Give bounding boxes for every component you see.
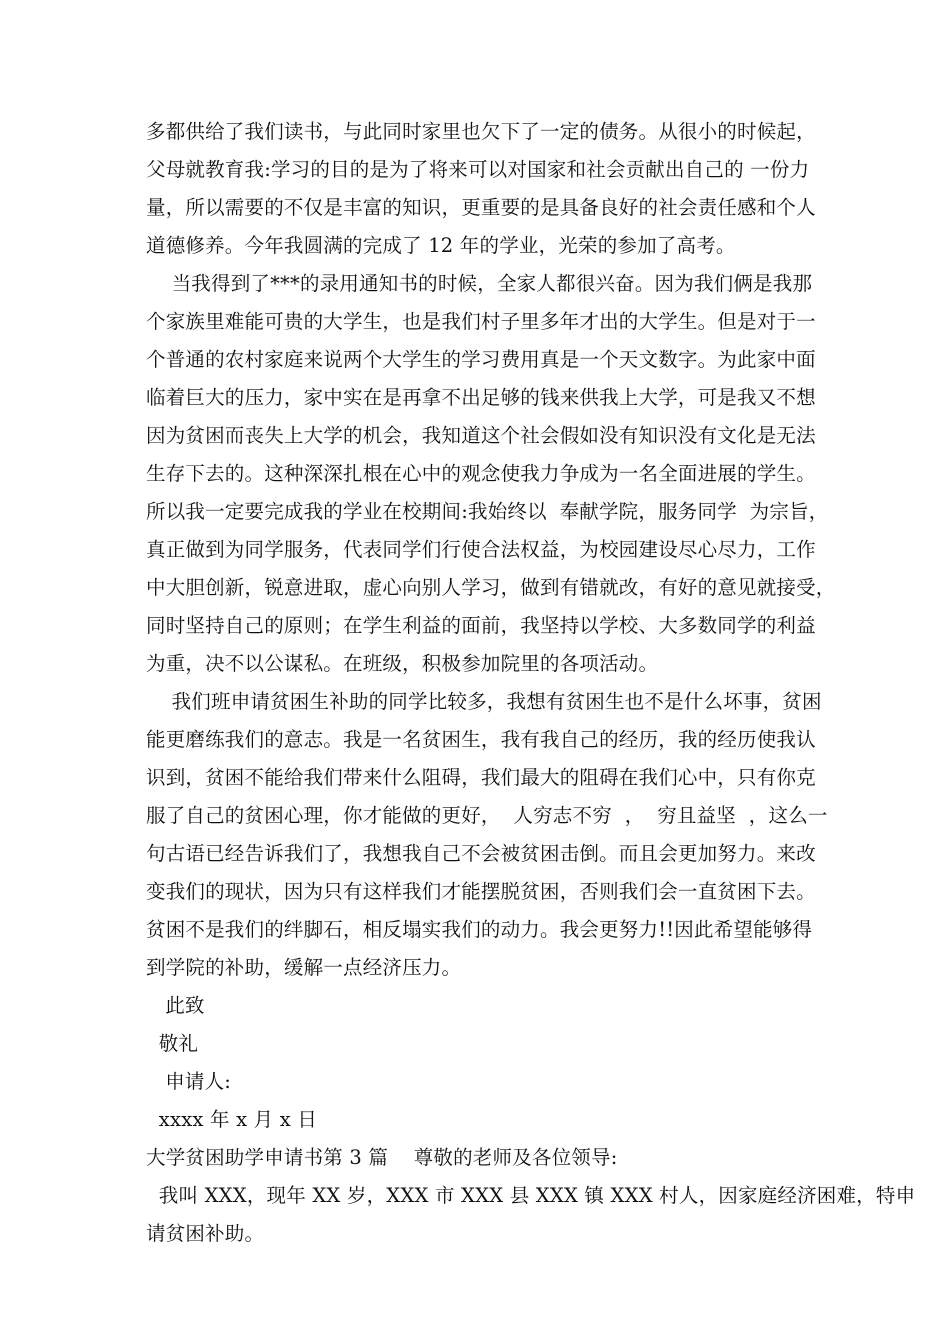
text-line: 道德修养。今年我圆满的完成了 12 年的学业，光荣的参加了高考。 xyxy=(146,234,736,257)
text-line: 同时坚持自己的原则；在学生利益的面前，我坚持以学校、大多数同学的利益 xyxy=(146,614,816,637)
text-line: 请贫困补助。 xyxy=(146,1222,265,1245)
text-line: 识到，贫困不能给我们带来什么阻碍，我们最大的阻碍在我们心中，只有你克 xyxy=(146,766,816,789)
text-line: 到学院的补助，缓解一点经济压力。 xyxy=(146,956,462,979)
text-line: 所以我一定要完成我的学业在校期间:我始终以 奉献学院，服务同学 为宗旨， xyxy=(146,500,829,523)
text-line: 个家族里难能可贵的大学生，也是我们村子里多年才出的大学生。但是对于一 xyxy=(146,310,816,333)
closing-regards: 敬礼 xyxy=(146,1032,199,1055)
text-line: 量，所以需要的不仅是丰富的知识，更重要的是具备良好的社会责任感和个人 xyxy=(146,196,816,219)
text-line: 我叫 XXX，现年 XX 岁，XXX 市 XXX 县 XXX 镇 XXX 村人，因家庭经济困难，特申 xyxy=(146,1184,916,1207)
date-line: xxxx 年 x 月 x 日 xyxy=(146,1108,318,1131)
text-line: 个普通的农村家庭来说两个大学生的学习费用真是一个天文数字。为此家中面 xyxy=(146,348,816,371)
text-line: 临着巨大的压力，家中实在是再拿不出足够的钱来供我上大学，可是我又不想 xyxy=(146,386,816,409)
text-line: 服了自己的贫困心理，你才能做的更好， 人穷志不穷 ， 穷且益坚 ，这么一 xyxy=(146,804,828,827)
text-line: 能更磨练我们的意志。我是一名贫困生，我有我自己的经历，我的经历使我认 xyxy=(146,728,816,751)
section-heading: 大学贫困助学申请书第 3 篇 尊敬的老师及各位领导: xyxy=(146,1146,618,1169)
closing-salutation: 此致 xyxy=(146,994,205,1017)
text-line: 真正做到为同学服务，代表同学们行使合法权益，为校园建设尽心尽力，工作 xyxy=(146,538,816,561)
applicant-label: 申请人: xyxy=(146,1070,232,1093)
text-line: 多都供给了我们读书，与此同时家里也欠下了一定的债务。从很小的时候起， xyxy=(146,120,816,143)
text-line: 当我得到了***的录用通知书的时候，全家人都很兴奋。因为我们俩是我那 xyxy=(146,272,813,295)
text-line: 我们班申请贫困生补助的同学比较多，我想有贫困生也不是什么坏事，贫困 xyxy=(146,690,822,713)
text-line: 为重，决不以公谋私。在班级，积极参加院里的各项活动。 xyxy=(146,652,659,675)
text-line: 变我们的现状，因为只有这样我们才能摆脱贫困，否则我们会一直贫困下去。 xyxy=(146,880,816,903)
text-line: 中大胆创新，锐意进取，虚心向别人学习，做到有错就改，有好的意见就接受， xyxy=(146,576,836,599)
text-line: 因为贫困而丧失上大学的机会，我知道这个社会假如没有知识没有文化是无法 xyxy=(146,424,816,447)
text-line: 父母就教育我:学习的目的是为了将来可以对国家和社会贡献出自己的 一份力 xyxy=(146,158,810,181)
text-line: 生存下去的。这种深深扎根在心中的观念使我力争成为一名全面进展的学生。 xyxy=(146,462,816,485)
text-line: 贫困不是我们的绊脚石，相反塌实我们的动力。我会更努力!!因此希望能够得 xyxy=(146,918,813,941)
text-line: 句古语已经告诉我们了，我想我自己不会被贫困击倒。而且会更加努力。来改 xyxy=(146,842,816,865)
